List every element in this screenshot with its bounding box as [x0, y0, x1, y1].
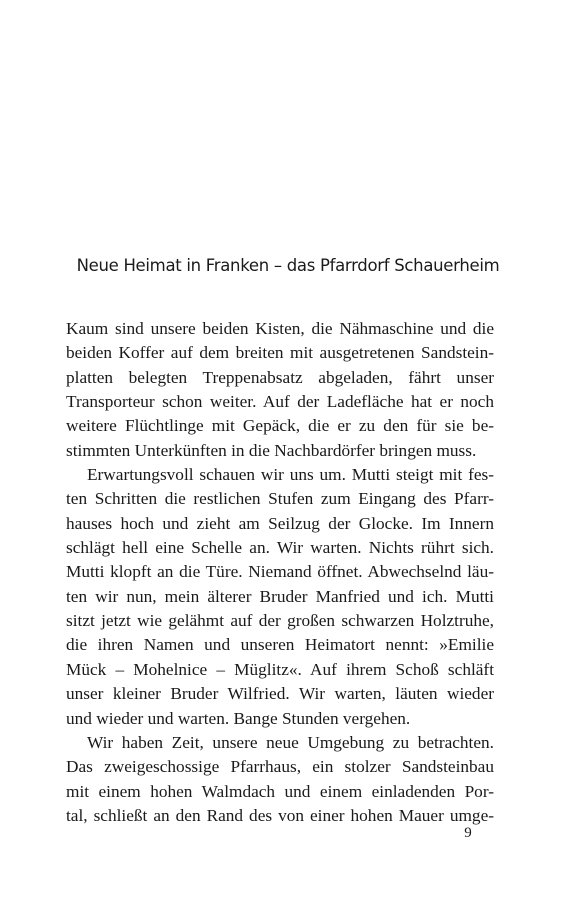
text-line: hauses hoch und zieht am Seilzug der Glocke. Im Innern	[66, 513, 494, 533]
text-line: platten belegten Treppenabsatz abgeladen, fährt unser	[66, 367, 494, 387]
text-line: sitzt jetzt wie gelähmt auf der großen schwarzen Holztruhe,	[66, 611, 494, 631]
text-line: Kaum sind unsere beiden Kisten, die Nähmaschine und die	[66, 319, 494, 338]
text-line: stimmten Unterkünften in die Nachbardörfer bringen muss.	[66, 440, 477, 460]
text-line: mit einem hohen Walmdach und einem einladenden Por-	[66, 781, 494, 801]
text-line: unser kleiner Bruder Wilfried. Wir warten, läuten wieder	[66, 684, 494, 704]
text-line: beiden Koffer auf dem breiten mit ausgetretenen Sandstein-	[66, 343, 494, 363]
text-line: schlägt hell eine Schelle an. Wir warten. Nichts rührt sich.	[66, 538, 494, 558]
body-text	[66, 317, 494, 828]
chapter-title: Neue Heimat in Franken – das Pfarrdorf Schauerheim	[76, 256, 500, 275]
text-line: Mutti klopft an die Türe. Niemand öffnet. Abwechselnd läu-	[66, 562, 494, 582]
text-line: weitere Flüchtlinge mit Gepäck, die er zu den für sie be-	[66, 416, 494, 436]
text-line: Erwartungsvoll schauen wir uns um. Mutti steigt mit fes-	[87, 465, 494, 485]
text-line: die ihren Namen und unseren Heimatort nennt: »Emilie	[66, 635, 494, 655]
text-line: Transporteur schon weiter. Auf der Ladefläche hat er noch	[66, 392, 494, 412]
text-line: und wieder und warten. Bange Stunden vergehen.	[66, 708, 411, 728]
text-line: ten Schritten die restlichen Stufen zum Eingang des Pfarr-	[66, 489, 494, 509]
text-line: Das zweigeschossige Pfarrhaus, ein stolzer Sandsteinbau	[66, 757, 494, 777]
text-line: tal, schließt an den Rand des von einer hohen Mauer umge-	[66, 805, 494, 825]
text-line: ten wir nun, mein älterer Bruder Manfried und ich. Mutti	[66, 586, 494, 606]
text-line: Wir haben Zeit, unsere neue Umgebung zu betrachten.	[87, 732, 494, 752]
page-number: 9	[464, 825, 472, 841]
text-line: Mück – Mohelnice – Müglitz«. Auf ihrem Schoß schläft	[66, 659, 494, 679]
